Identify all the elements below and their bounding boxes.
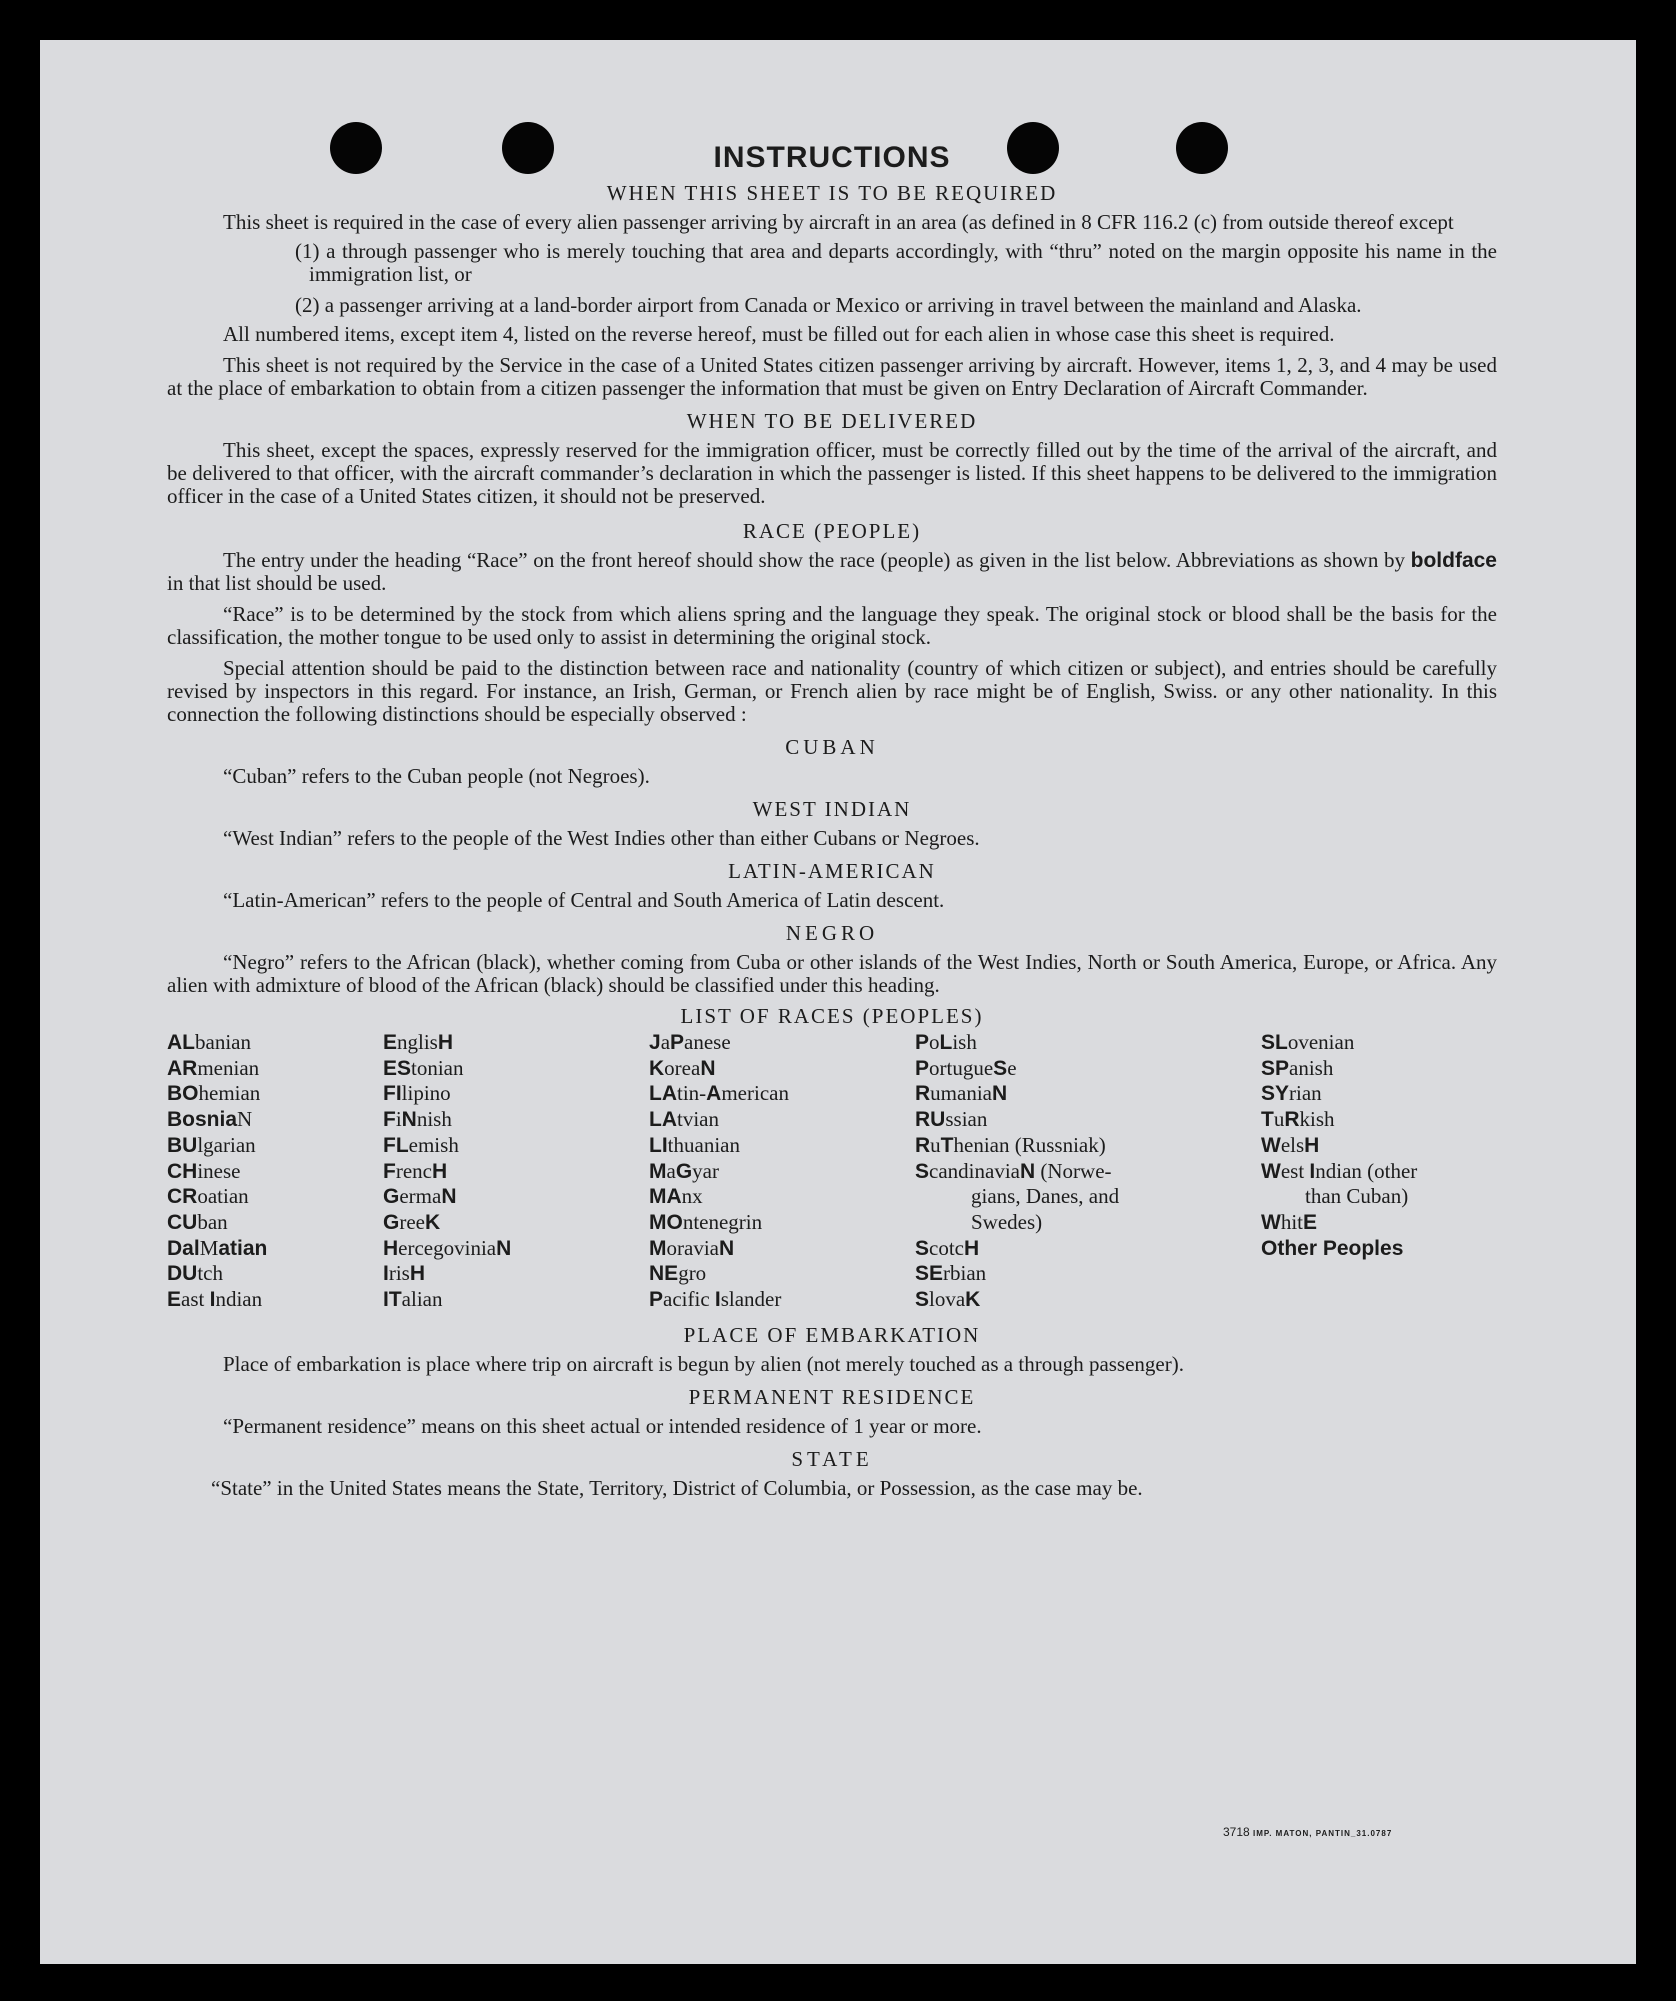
race-entry (915, 1287, 1119, 1313)
race-abbreviation: I (209, 1288, 216, 1312)
boldface-word: boldface (1410, 549, 1497, 572)
race-name-text: lova (929, 1287, 966, 1312)
race-abbreviation: I (714, 1288, 721, 1312)
race-entry (915, 1159, 1119, 1185)
race-name-text: oatian (197, 1184, 249, 1209)
race-name-text: hit (1280, 1209, 1303, 1234)
race-entry (915, 1081, 1119, 1107)
paragraph: This sheet, except the spaces, expressly reserved for the immigration officer, must be correctly filled out by the time of the arrival of the aircraft, and be delivered to that officer, with the aircraft commander’s declaration in which the passenger is listed. If this sheet happens to be delivered to the immigration officer in the case of a United States citizen, it should not be preserved. (167, 438, 1497, 508)
text-run: The entry under the heading “Race” on the front hereof should show the race (people) as given in the list below. Abbreviations as shown by (223, 548, 1411, 572)
paragraph (167, 549, 1497, 595)
race-abbreviation: K (649, 1056, 665, 1080)
race-name-text: ris (388, 1261, 410, 1286)
race-name-text: thuanian (667, 1132, 740, 1157)
race-name-text: a (666, 1158, 676, 1183)
race-name-text: u (930, 1132, 941, 1157)
race-abbreviation: E (167, 1288, 182, 1312)
race-abbreviation: LA (649, 1082, 677, 1106)
race-name-text: ercegovinia (398, 1235, 497, 1260)
race-abbreviation: SY (1261, 1082, 1290, 1106)
race-abbreviation: T (1261, 1108, 1274, 1132)
race-entry (167, 1261, 267, 1287)
race-abbreviation: LI (649, 1133, 668, 1157)
race-entry (649, 1107, 789, 1133)
race-entry (383, 1210, 511, 1236)
race-entry (383, 1081, 511, 1107)
race-entry (649, 1287, 789, 1313)
race-entry (167, 1056, 267, 1082)
paragraph: This sheet is not required by the Service in the case of a United States citizen passenger arriving by aircraft. However, items 1, 2, 3, and 4 may be used at the place of embarkation to obtain from a citizen passenger the information that must be given on Entry Declaration of Aircraft Commander. (167, 353, 1497, 400)
race-entry (915, 1030, 1119, 1056)
race-abbreviation: W (1261, 1159, 1281, 1183)
race-abbreviation: S (915, 1288, 930, 1312)
race-entry (167, 1159, 267, 1185)
race-name-text: anish (1289, 1055, 1334, 1080)
race-abbreviation: I (383, 1262, 389, 1286)
heading-permanent-residence: PERMANENT RESIDENCE (688, 1385, 976, 1409)
race-entry (167, 1133, 267, 1159)
race-column (915, 1030, 1119, 1313)
race-name-text: tonian (411, 1055, 464, 1080)
race-name-text: yar (692, 1158, 719, 1183)
race-entry (167, 1030, 267, 1056)
race-entry (167, 1184, 267, 1210)
race-entry (383, 1133, 511, 1159)
page-title: INSTRUCTIONS (713, 141, 951, 174)
race-abbreviation: Other Peoples (1261, 1236, 1404, 1260)
race-entry (383, 1056, 511, 1082)
race-name-text: o (929, 1030, 940, 1054)
race-entry (383, 1159, 511, 1185)
race-name-text: kish (1299, 1107, 1335, 1132)
race-entry (1261, 1133, 1417, 1159)
race-column (383, 1030, 511, 1313)
race-entry (649, 1261, 789, 1287)
race-entry (649, 1184, 789, 1210)
race-abbreviation: SL (1261, 1031, 1288, 1054)
race-abbreviation: AL (167, 1031, 195, 1054)
race-abbreviation: S (915, 1159, 930, 1183)
race-entry (649, 1133, 789, 1159)
race-column (1261, 1030, 1417, 1261)
race-name-text: ish (952, 1030, 977, 1054)
race-abbreviation: R (915, 1082, 931, 1106)
race-entry (1261, 1210, 1417, 1236)
race-abbreviation: NE (649, 1262, 679, 1286)
race-abbreviation: A (706, 1082, 722, 1106)
race-abbreviation: G (383, 1185, 400, 1209)
race-name-text: cotc (929, 1235, 964, 1260)
race-name-text: gians, Danes, and (971, 1184, 1120, 1209)
race-name-text: than Cuban) (1305, 1184, 1409, 1209)
race-abbreviation: P (649, 1288, 664, 1312)
race-abbreviation: L (939, 1031, 953, 1054)
paragraph: “Permanent residence” means on this sheet actual or intended residence of 1 year or more. (223, 1414, 982, 1438)
race-entry (915, 1184, 1119, 1210)
race-name-text: nish (416, 1107, 452, 1132)
race-name-text: tvian (677, 1107, 719, 1132)
race-abbreviation: SP (1261, 1056, 1290, 1080)
race-name-text: ovenian (1287, 1030, 1355, 1054)
race-entry (915, 1133, 1119, 1159)
heading-place-of-embarkation: PLACE OF EMBARKATION (683, 1323, 981, 1347)
race-entry (383, 1107, 511, 1133)
race-name-text: els (1280, 1132, 1305, 1157)
race-name-text: e (1007, 1055, 1017, 1080)
race-abbreviation: I (1309, 1159, 1316, 1183)
race-name-text: gro (678, 1261, 707, 1286)
race-entry (1261, 1236, 1417, 1262)
race-name-text: M (199, 1235, 219, 1260)
race-name-text: hemian (198, 1081, 261, 1106)
race-name-text: ree (399, 1209, 425, 1234)
race-abbreviation: RU (915, 1108, 946, 1132)
heading-when-delivered: WHEN TO BE DELIVERED (686, 409, 978, 433)
race-entry (915, 1210, 1119, 1236)
race-name-text: ntenegrin (682, 1209, 763, 1234)
race-abbreviation: SE (915, 1262, 944, 1286)
race-abbreviation: Dal (167, 1236, 200, 1260)
list-item: (1) a through passenger who is merely touching that area and departs accordingly, with “thru” noted on the margin opposite his name in the immigration list, or (295, 239, 1497, 286)
race-abbreviation: MO (649, 1210, 683, 1234)
race-abbreviation: E (1303, 1210, 1318, 1234)
race-abbreviation: M (649, 1159, 667, 1183)
form-number: 3718 (1223, 1825, 1250, 1839)
race-abbreviation: BU (167, 1133, 198, 1157)
race-entry (649, 1236, 789, 1262)
race-name-text: a (660, 1030, 671, 1054)
race-entry (167, 1081, 267, 1107)
race-abbreviation: ES (383, 1056, 412, 1080)
race-name-text: erma (399, 1184, 442, 1209)
race-name-text: ssian (945, 1107, 988, 1132)
race-abbreviation: H (431, 1159, 448, 1183)
race-entry (1261, 1030, 1417, 1056)
race-name-text: u (1273, 1107, 1285, 1132)
race-abbreviation: CH (167, 1159, 198, 1183)
paragraph: This sheet is required in the case of every alien passenger arriving by aircraft in an area (as defined in 8 CFR 116.2 (c) from outside thereof except (223, 210, 1454, 234)
race-name-text: menian (197, 1055, 260, 1080)
race-abbreviation: N (496, 1236, 512, 1260)
race-abbreviation: DU (167, 1262, 198, 1286)
heading-negro: NEGRO (785, 921, 879, 945)
race-abbreviation: R (915, 1133, 931, 1157)
race-name-text: oravia (666, 1235, 719, 1260)
paragraph: Special attention should be paid to the distinction between race and nationality (country of which citizen or subject), and entries should be carefully revised by inspectors in this regard. For instance, an Irish, German, or French alien by race might be of English, Swiss. or any other nationality. In this connection the following distinctions should be especially observed : (167, 656, 1497, 726)
heading-state: STATE (791, 1447, 873, 1471)
race-entry (1261, 1107, 1417, 1133)
race-abbreviation: S (993, 1056, 1008, 1080)
race-name-text: slander (720, 1287, 782, 1312)
race-name-text: anese (684, 1030, 731, 1054)
race-abbreviation: N (1019, 1159, 1036, 1183)
heading-when-required: WHEN THIS SHEET IS TO BE REQUIRED (606, 181, 1058, 205)
list-item: (2) a passenger arriving at a land-border airport from Canada or Mexico or arriving in travel between the mainland and Alaska. (295, 293, 1362, 317)
race-name-text: acific (663, 1287, 715, 1312)
race-name-text: N (237, 1107, 253, 1132)
race-name-text: nx (681, 1184, 703, 1209)
race-entry (649, 1030, 789, 1056)
race-entry (1261, 1056, 1417, 1082)
race-abbreviation: G (675, 1159, 693, 1183)
race-abbreviation: H (1304, 1133, 1320, 1157)
text-run: in that list should be used. (167, 571, 387, 595)
race-name-text: ortugue (929, 1055, 994, 1080)
race-entry (649, 1210, 789, 1236)
printer-imprint: IMP. MATON, PANTIN_31.0787 (1253, 1829, 1393, 1838)
race-name-text: rian (1289, 1081, 1322, 1106)
race-abbreviation: N (441, 1185, 457, 1209)
race-abbreviation: CU (167, 1210, 198, 1234)
race-abbreviation: F (383, 1159, 396, 1183)
race-abbreviation: Bosnia (167, 1108, 238, 1132)
race-abbreviation: atian (218, 1236, 268, 1260)
race-name-text: ndian (other (1315, 1158, 1418, 1183)
race-abbreviation: P (915, 1056, 930, 1080)
race-abbreviation: P (670, 1031, 685, 1054)
race-abbreviation: N (401, 1108, 417, 1132)
race-entry (167, 1287, 267, 1313)
race-abbreviation: H (383, 1236, 399, 1260)
form-footer (1223, 1825, 1392, 1839)
race-name-text: Swedes) (971, 1209, 1043, 1234)
race-name-text: tch (197, 1261, 223, 1286)
race-entry (915, 1056, 1119, 1082)
race-entry (383, 1184, 511, 1210)
race-name-text: ast (181, 1287, 210, 1312)
race-name-text: inese (197, 1158, 241, 1183)
race-entry (915, 1236, 1119, 1262)
race-entry (649, 1159, 789, 1185)
race-name-text: lipino (401, 1081, 451, 1106)
race-name-text: rbian (943, 1261, 987, 1286)
paragraph: “State” in the United States means the State, Territory, District of Columbia, or Possession, as the case may be. (211, 1476, 1143, 1500)
race-entry (383, 1236, 511, 1262)
race-name-text: ban (197, 1209, 228, 1234)
race-abbreviation: N (991, 1082, 1008, 1106)
instruction-sheet (40, 40, 1636, 1964)
heading-list-of-races: LIST OF RACES (PEOPLES) (680, 1004, 984, 1028)
race-name-text: orea (664, 1055, 701, 1080)
race-entry (1261, 1184, 1417, 1210)
race-abbreviation: J (649, 1031, 661, 1054)
race-name-text: i (395, 1107, 402, 1132)
race-abbreviation: E (383, 1031, 398, 1054)
paragraph: “Cuban” refers to the Cuban people (not Negroes). (223, 764, 650, 788)
paragraph: Place of embarkation is place where trip on aircraft is begun by alien (not merely touched as a through passenger). (223, 1352, 1184, 1376)
race-entry (383, 1287, 511, 1313)
race-name-text: est (1280, 1158, 1310, 1183)
document-body (167, 140, 1497, 1500)
race-abbreviation: W (1261, 1133, 1281, 1157)
race-name-text: candinavia (929, 1158, 1020, 1183)
race-entry (915, 1261, 1119, 1287)
race-abbreviation: CR (167, 1185, 198, 1209)
paragraph: All numbered items, except item 4, listed on the reverse hereof, must be filled out for each alien in whose case this sheet is required. (223, 322, 1335, 346)
race-abbreviation: R (1284, 1108, 1300, 1132)
paragraph: “Latin-American” refers to the people of Central and South America of Latin descent. (223, 888, 945, 912)
race-abbreviation: P (915, 1031, 930, 1054)
race-abbreviation: MA (649, 1185, 682, 1209)
race-entry (167, 1236, 267, 1262)
race-entry (167, 1107, 267, 1133)
race-entry (167, 1210, 267, 1236)
race-entry (915, 1107, 1119, 1133)
race-entry (649, 1056, 789, 1082)
race-abbreviation: IT (383, 1288, 402, 1312)
race-abbreviation: S (915, 1236, 930, 1260)
heading-latin-american: LATIN-AMERICAN (728, 859, 936, 883)
race-name-text: nglis (397, 1030, 438, 1054)
race-name-text: lgarian (197, 1132, 256, 1157)
race-abbreviation: K (424, 1210, 441, 1234)
race-name-text: ndian (215, 1287, 263, 1312)
race-name-text: umania (930, 1081, 992, 1106)
race-name-text: alian (401, 1287, 443, 1312)
heading-race-people: RACE (PEOPLE) (742, 519, 922, 543)
race-abbreviation: H (409, 1262, 426, 1286)
race-abbreviation: LA (649, 1108, 677, 1132)
exception-list (167, 240, 1497, 317)
race-abbreviation: F (383, 1108, 396, 1132)
race-abbreviation: H (437, 1031, 454, 1054)
paragraph: “Race” is to be determined by the stock from which aliens spring and the language they speak. The original stock or blood shall be the basis for the classification, the mother tongue to be used only to assist in determining the original stock. (167, 602, 1497, 649)
race-abbreviation: AR (167, 1056, 198, 1080)
race-name-text: emish (408, 1132, 459, 1157)
race-abbreviation: M (649, 1236, 667, 1260)
race-entry (383, 1261, 511, 1287)
paragraph: “West Indian” refers to the people of the West Indies other than either Cubans or Negroes. (223, 826, 980, 850)
heading-cuban: CUBAN (785, 735, 879, 759)
race-abbreviation: K (965, 1288, 981, 1312)
race-entry (383, 1030, 511, 1056)
race-abbreviation: FI (383, 1082, 402, 1106)
race-abbreviation: BO (167, 1082, 199, 1106)
race-column (649, 1030, 789, 1313)
race-entry (649, 1081, 789, 1107)
race-abbreviation: FL (383, 1133, 409, 1157)
race-abbreviation: N (718, 1236, 735, 1260)
heading-west-indian: WEST INDIAN (752, 797, 912, 821)
race-name-text: tin- (677, 1081, 707, 1106)
paragraph: “Negro” refers to the African (black), whether coming from Cuba or other islands of the West Indies, North or South America, Europe, or Africa. Any alien with admixture of blood of the African (black) should be classified under this heading. (167, 950, 1497, 997)
race-abbreviation: G (383, 1210, 400, 1234)
race-name-text: henian (Russniak) (953, 1132, 1106, 1157)
race-name-text: (Norwe- (1035, 1158, 1112, 1183)
race-entry (1261, 1081, 1417, 1107)
race-entry (1261, 1159, 1417, 1185)
race-name-text: renc (395, 1158, 432, 1183)
race-abbreviation: W (1261, 1210, 1281, 1234)
race-column (167, 1030, 267, 1313)
race-list (167, 1030, 1497, 1310)
race-name-text: banian (195, 1030, 251, 1054)
race-name-text: merican (721, 1081, 789, 1106)
race-abbreviation: N (700, 1056, 716, 1080)
race-abbreviation: H (964, 1236, 980, 1260)
race-abbreviation: T (940, 1133, 954, 1157)
